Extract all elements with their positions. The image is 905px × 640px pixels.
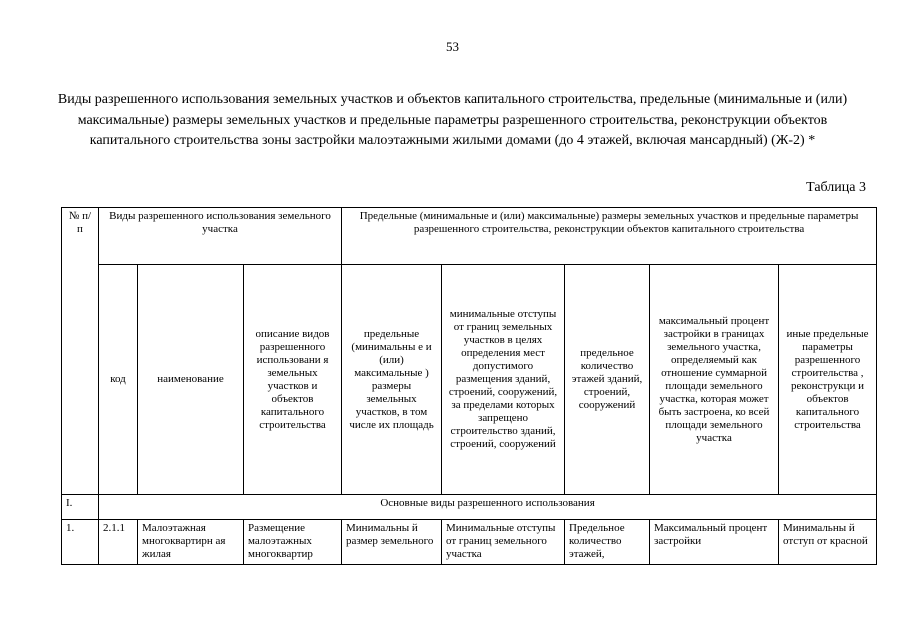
table-header-row-2: [62, 265, 877, 495]
table-row: [62, 520, 877, 565]
row-floors: Предельное количество этажей,: [565, 520, 650, 565]
document-title: Виды разрешенного использования земельных участков и объектов капитального строительства, предельные (минимальные и (или) максимальные) размеры земельных участков и предельные параметры разрешенного строительства, реконструкции объектов капитального строительства зоны застройки малоэтажными жилыми домами (до 4 этажей, включая мансардный) (Ж-2) *: [57, 92, 848, 148]
row-description: Размещение малоэтажных многоквартир: [244, 520, 342, 565]
regulations-table: [61, 207, 877, 565]
header-types-group: Виды разрешенного использования земельного участка: [99, 208, 342, 265]
page-number: 53: [446, 39, 459, 54]
header-sizes: предельные (минимальны е и (или) максимальные ) размеры земельных участков, в том числе их площадь: [342, 265, 442, 495]
header-coverage: максимальный процент застройки в границах земельного участка, определяемый как отношение суммарной площади земельного участка, которая может быть застроена, ко всей площади земельного участка: [650, 265, 779, 495]
section-label: Основные виды разрешенного использования: [99, 495, 877, 520]
header-floors: предельное количество этажей зданий, строений, сооружений: [565, 265, 650, 495]
header-num: № п/п: [62, 208, 99, 495]
section-num: I.: [62, 495, 99, 520]
row-sizes: Минимальны й размер земельного: [342, 520, 442, 565]
row-name: Малоэтажная многоквартирн ая жилая: [138, 520, 244, 565]
header-other: иные предельные параметры разрешенного строительства , реконструкци и объектов капитального строительства: [779, 265, 877, 495]
table-label: Таблица 3: [806, 180, 866, 195]
header-params-group: Предельные (минимальные и (или) максимальные) размеры земельных участков и предельные параметры разрешенного строительства, реконструкции объектов капитального строительства: [342, 208, 877, 265]
row-num: 1.: [62, 520, 99, 565]
row-other: Минимальны й отступ от красной: [779, 520, 877, 565]
header-description: описание видов разрешенного использовани я земельных участков и объектов капитального строительства: [244, 265, 342, 495]
row-coverage: Максимальный процент застройки: [650, 520, 779, 565]
section-row: [62, 495, 877, 520]
row-code: 2.1.1: [99, 520, 138, 565]
header-setbacks: минимальные отступы от границ земельных участков в целях определения мест допустимого размещения зданий, строений, сооружений, за пределами которых запрещено строительство зданий, строений, сооружений: [442, 265, 565, 495]
header-name: наименование: [138, 265, 244, 495]
header-code: код: [99, 265, 138, 495]
table-header-row-1: [62, 208, 877, 265]
row-setbacks: Минимальные отступы от границ земельного участка: [442, 520, 565, 565]
